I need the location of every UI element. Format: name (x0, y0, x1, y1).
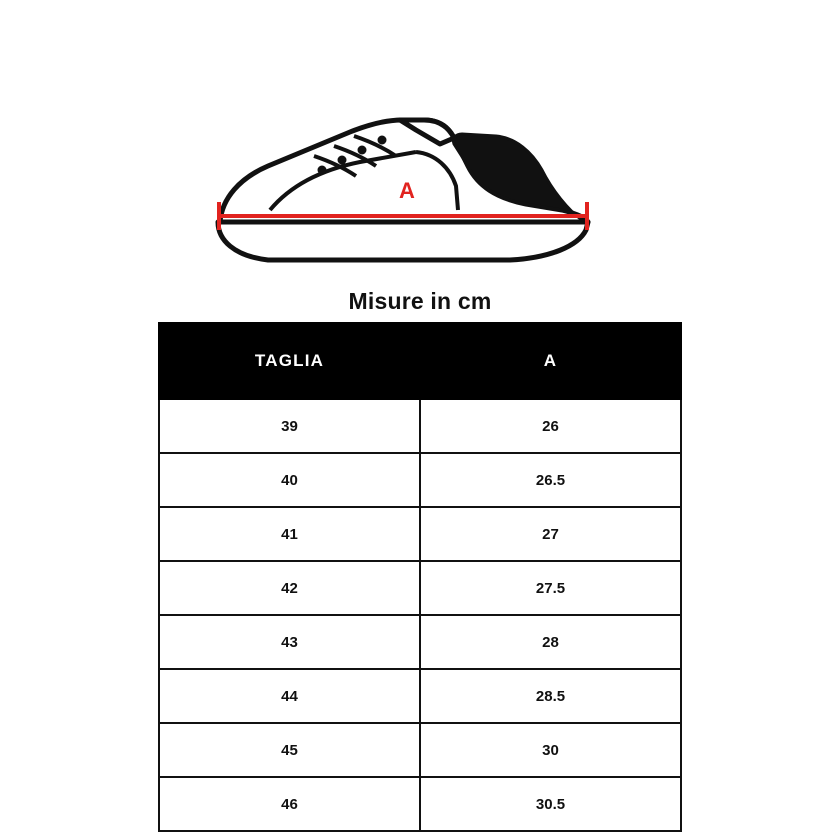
cell-size: 42 (159, 561, 420, 615)
table-row (159, 561, 681, 615)
table-row (159, 399, 681, 453)
page-title: Misure in cm (348, 288, 492, 314)
cell-size: 41 (159, 507, 420, 561)
cell-a: 26.5 (420, 453, 681, 507)
measure-label-a: A (399, 178, 415, 203)
table-row (159, 777, 681, 831)
column-header-a: A (420, 323, 681, 399)
size-table (158, 322, 682, 832)
cell-a: 27 (420, 507, 681, 561)
cell-a: 30 (420, 723, 681, 777)
cell-size: 39 (159, 399, 420, 453)
cell-a: 27.5 (420, 561, 681, 615)
cell-size: 44 (159, 669, 420, 723)
cell-a: 26 (420, 399, 681, 453)
table-header-row (159, 323, 681, 399)
table-row (159, 453, 681, 507)
cell-a: 28 (420, 615, 681, 669)
table-row (159, 669, 681, 723)
cell-size: 46 (159, 777, 420, 831)
cell-size: 43 (159, 615, 420, 669)
cell-size: 40 (159, 453, 420, 507)
table-row (159, 507, 681, 561)
shoe-illustration (0, 90, 840, 280)
cell-a: 28.5 (420, 669, 681, 723)
cell-size: 45 (159, 723, 420, 777)
table-row (159, 723, 681, 777)
cell-a: 30.5 (420, 777, 681, 831)
sneaker-side-view-icon (210, 90, 630, 280)
table-row (159, 615, 681, 669)
column-header-taglia: TAGLIA (159, 323, 420, 399)
